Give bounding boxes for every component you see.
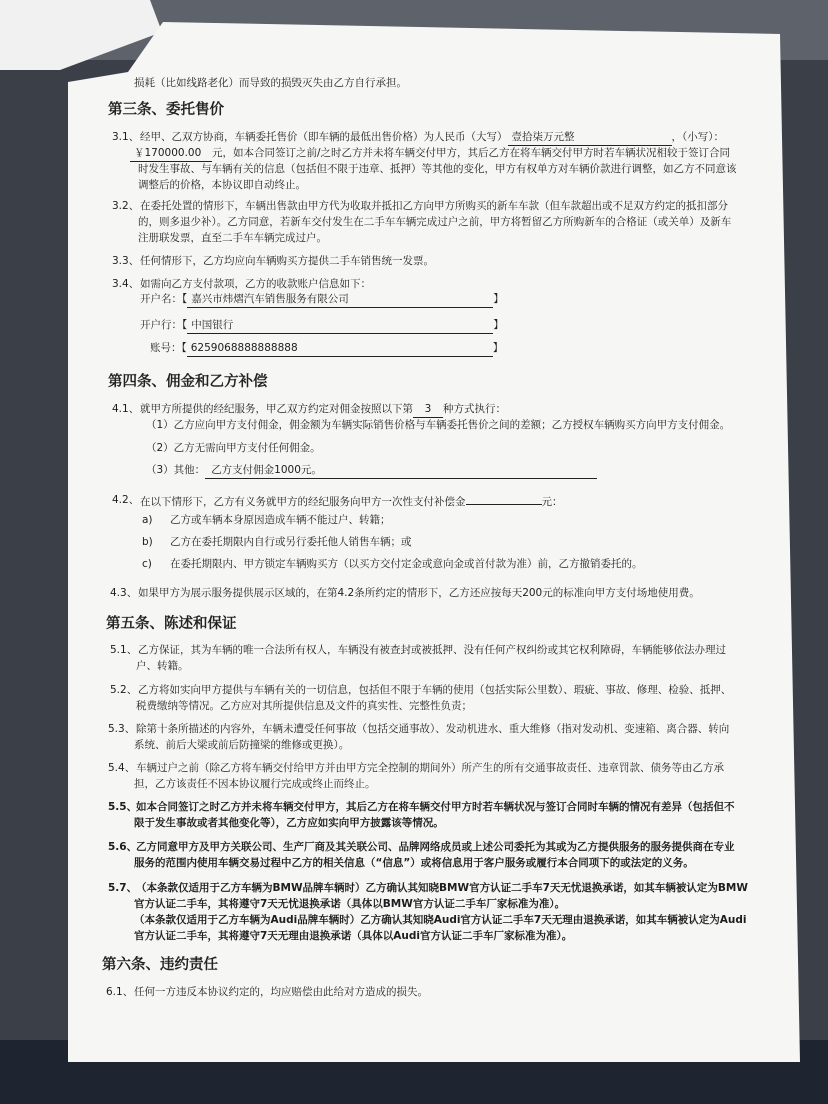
- clause-4-1-option-2: （2）乙方无需向甲方支付任何佣金。: [146, 442, 321, 454]
- article-6-title: 第六条、违约责任: [102, 957, 218, 973]
- clause-4-3-line-1: 如果甲方为展示服务提供展示区域的，在第4.2条所约定的情形下，乙方还应按每天200元的标准向甲方支付场地使用费。: [138, 587, 700, 599]
- clause-5-4-line-2: 担，乙方该责任不因本协议履行完成或终止而终止。: [134, 778, 376, 790]
- clause-3-4-line-1: 如需向乙方支付款项，乙方的收款账户信息如下：: [140, 278, 371, 290]
- account-holder-field: 嘉兴市炜熠汽车销售服务有限公司: [187, 292, 493, 308]
- clause-5-7-number: 5.7、: [108, 882, 138, 894]
- clause-3-2-line-2: 的，则多退少补）。乙方同意，若新车交付发生在二手车车辆完成过户之前，甲方将暂留乙方所购新车的合格证（或关单）及新车: [138, 216, 732, 228]
- clause-5-6-line-1: 乙方同意甲方及甲方关联公司、生产厂商及其关联公司、品牌网络成员或上述公司委托为其或为乙方提供服务的服务提供商在专业: [136, 841, 735, 853]
- commission-option-field: 3: [413, 402, 443, 418]
- clause-5-6-line-2: 服务的范围内使用车辆交易过程中乙方的相关信息（“信息”）或将信息用于客户服务或履行本合同项下的或法定的义务。: [134, 857, 694, 869]
- clause-6-1-number: 6.1、: [106, 986, 134, 998]
- account-number-field: 6259068888888888: [187, 341, 493, 357]
- clause-5-3-number: 5.3、: [108, 723, 136, 735]
- clause-5-3-line-2: 系统、前后大梁或前后防撞梁的维修或更换）。: [134, 739, 350, 751]
- clause-4-3-number: 4.3、: [110, 587, 138, 599]
- clause-3-1-number: 3.1、: [112, 131, 140, 143]
- intro-line: 损耗（比如线路老化）而导致的损毁灭失由乙方自行承担。: [134, 77, 407, 89]
- clause-5-1-number: 5.1、: [110, 644, 138, 656]
- clause-5-1-line-2: 户、转籍。: [136, 660, 189, 672]
- clause-4-2-c: 在委托期限内、甲方锁定车辆购买方（以买方交付定金或意向金或首付款为准）前，乙方撤销委托的。: [170, 558, 643, 570]
- price-upper-field: 壹拾柒万元整: [508, 130, 672, 146]
- account-number-row: 账号：【 6259068888888888 】: [150, 341, 503, 357]
- bank-field: 中国银行: [187, 318, 493, 334]
- clause-5-5-line-1: 如本合同签订之时乙方并未将车辆交付甲方，其后乙方在将车辆交付甲方时若车辆状况与签订合同时车辆的情况有差异（包括但不: [136, 801, 735, 813]
- clause-4-1-option-3: （3）其他： 乙方支付佣金1000元。: [146, 463, 597, 479]
- clause-4-2-b: 乙方在委托期限内自行或另行委托他人销售车辆；或: [170, 536, 412, 548]
- clause-3-1-line-1: 经甲、乙双方协商，车辆委托售价（即车辆的最低出售价格）为人民币（大写） 壹拾柒万元整 ，（小写）：: [140, 130, 724, 146]
- clause-5-1-line-1: 乙方保证，其为车辆的唯一合法所有权人，车辆没有被查封或被抵押、没有任何产权纠纷或其它权利障碍，车辆能够依法办理过: [138, 644, 726, 656]
- clause-5-2-line-1: 乙方将如实向甲方提供与车辆有关的一切信息，包括但不限于车辆的使用（包括实际公里数）、瑕疵、事故、修理、检验、抵押、: [138, 684, 732, 696]
- clause-3-1-line-4: 调整后的价格，本协议即自动终止。: [138, 179, 306, 191]
- clause-3-1-line-2: ￥170000.00 元，如本合同签订之前/之时乙方并未将车辆交付甲方，其后乙方在将车辆交付甲方时若车辆状况相较于签订合同: [130, 146, 730, 162]
- compensation-field: [466, 493, 542, 505]
- clause-4-2-number: 4.2、: [112, 494, 140, 506]
- clause-5-5-number: 5.5、: [108, 801, 138, 813]
- clause-4-1-line-1: 就甲方所提供的经纪服务，甲乙双方约定对佣金按照以下第 3 种方式执行：: [140, 402, 506, 418]
- clause-5-7-line-1: （本条款仅适用于乙方车辆为BMW品牌车辆时）乙方确认其知晓BMW官方认证二手车7天无忧退换承诺，如其车辆被认定为BMW: [136, 882, 748, 894]
- clause-4-2-line-1: 在以下情形下，乙方有义务就甲方的经纪服务向甲方一次性支付补偿金 元：: [140, 493, 563, 510]
- clause-3-2-line-3: 注册联发票，直至二手车车辆完成过户。: [138, 232, 327, 244]
- article-3-title: 第三条、委托售价: [108, 102, 224, 118]
- clause-5-4-line-1: 车辆过户之前（除乙方将车辆交付给甲方并由甲方完全控制的期间外）所产生的所有交通事故责任、违章罚款、债务等由乙方承: [136, 762, 724, 774]
- clause-4-2-a-label: a): [142, 514, 153, 526]
- clause-4-1-option-1: （1）乙方应向甲方支付佣金，佣金额为车辆实际销售价格与车辆委托售价之间的差额；乙方授权车辆购买方向甲方支付佣金。: [146, 419, 731, 431]
- clause-3-2-number: 3.2、: [112, 200, 140, 212]
- article-5-title: 第五条、陈述和保证: [106, 616, 237, 632]
- clause-5-3-line-1: 除第十条所描述的内容外，车辆未遭受任何事故（包括交通事故）、发动机进水、重大维修（指对发动机、变速箱、离合器、转向: [136, 723, 730, 735]
- article-4-title: 第四条、佣金和乙方补偿: [108, 374, 268, 390]
- clause-5-7-line-3: （本条款仅适用于乙方车辆为Audi品牌车辆时）乙方确认其知晓Audi官方认证二手车7天无理由退换承诺，如其车辆被认定为Audi: [134, 914, 747, 926]
- clause-4-1-number: 4.1、: [112, 403, 140, 415]
- clause-4-2-a: 乙方或车辆本身原因造成车辆不能过户、转籍；: [170, 514, 391, 526]
- clause-3-3-number: 3.3、: [112, 255, 140, 267]
- clause-5-6-number: 5.6、: [108, 841, 138, 853]
- clause-4-2-b-label: b): [142, 536, 153, 548]
- clause-6-1-line-1: 任何一方违反本协议约定的，均应赔偿由此给对方造成的损失。: [134, 986, 428, 998]
- clause-5-2-number: 5.2、: [110, 684, 138, 696]
- clause-5-2-line-2: 税费缴纳等情况。乙方应对其所提供信息及文件的真实性、完整性负责；: [136, 700, 472, 712]
- bank-row: 开户行：【 中国银行 】: [140, 318, 504, 334]
- clause-5-7-line-4: 官方认证二手车，其将遵守7天无理由退换承诺（具体以Audi官方认证二手车厂家标准为准）。: [134, 930, 573, 942]
- clause-3-2-line-1: 在委托处置的情形下，车辆出售款由甲方代为收取并抵扣乙方向甲方所购买的新车车款（但车款超出或不足双方约定的抵扣部分: [140, 200, 728, 212]
- price-lower-field: ￥170000.00: [130, 146, 212, 162]
- account-holder-row: 开户名：【 嘉兴市炜熠汽车销售服务有限公司 】: [140, 292, 504, 308]
- clause-5-5-line-2: 限于发生事故或者其他变化等），乙方应如实向甲方披露该等情况。: [134, 817, 444, 829]
- clause-4-2-c-label: c): [142, 558, 152, 570]
- clause-5-7-line-2: 官方认证二手车，其将遵守7天无忧退换承诺（具体以BMW官方认证二手车厂家标准为准）。: [134, 898, 566, 910]
- clause-3-3-line-1: 任何情形下，乙方均应向车辆购买方提供二手车销售统一发票。: [140, 255, 434, 267]
- clause-3-4-number: 3.4、: [112, 278, 140, 290]
- commission-other-field: 乙方支付佣金1000元。: [205, 463, 597, 479]
- clause-5-4-number: 5.4、: [108, 762, 136, 774]
- clause-3-1-line-3: 时发生事故、与车辆有关的信息（包括但不限于违章、抵押）等其他的变化，甲方有权单方对车辆价款进行调整，如乙方不同意该: [138, 163, 737, 175]
